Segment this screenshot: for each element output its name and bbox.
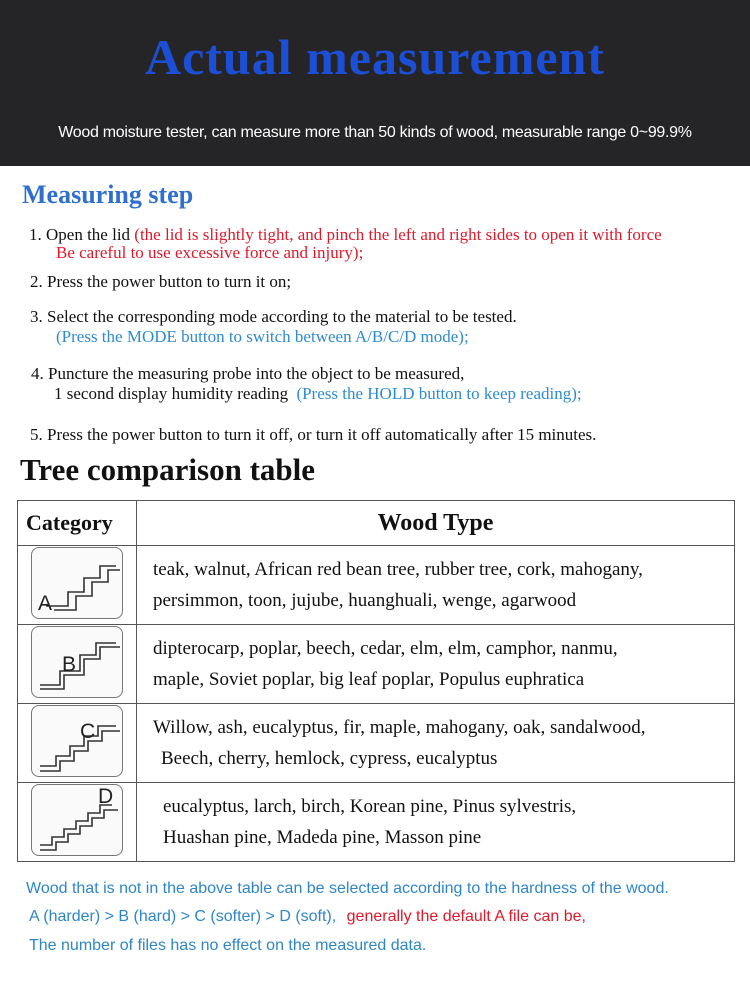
table-row xyxy=(18,546,735,625)
wood-line-2: Huashan pine, Madeda pine, Masson pine xyxy=(163,827,482,848)
table-header-row xyxy=(18,501,735,546)
wood-line-1: dipterocarp, poplar, beech, cedar, elm, elm, camphor, nanmu, xyxy=(153,638,618,659)
wood-cell xyxy=(137,704,735,783)
step-2: 2. Press the power button to turn it on; xyxy=(30,272,292,291)
category-cell xyxy=(18,783,137,862)
step-3-note: (Press the MODE button to switch between A/B/C/D mode); xyxy=(56,327,469,346)
wood-line-2: Beech, cherry, hemlock, cypress, eucalyptus xyxy=(161,748,498,769)
step-1 xyxy=(29,225,662,245)
category-cell xyxy=(18,625,137,704)
wood-cell xyxy=(137,546,735,625)
footer-default-note: generally the default A file can be, xyxy=(346,908,586,925)
footer-hardness-order: A (harder) > B (hard) > C (softer) > D (soft), xyxy=(29,908,337,925)
tree-comparison-table xyxy=(17,500,735,862)
footer-note-3: The number of files has no effect on the measured data. xyxy=(29,937,427,954)
wood-line-1: Willow, ash, eucalyptus, fir, maple, mahogany, oak, sandalwood, xyxy=(153,717,646,738)
step-4-sub xyxy=(54,384,582,404)
step-1-warning-2: Be careful to use excessive force and injury); xyxy=(56,243,364,262)
wood-line-1: teak, walnut, African red bean tree, rubber tree, cork, mahogany, xyxy=(153,559,643,580)
wood-cell xyxy=(137,625,735,704)
header-banner xyxy=(0,0,750,166)
category-letter: B xyxy=(62,652,77,676)
stairs-b-icon xyxy=(31,626,123,698)
header-category: Category xyxy=(18,501,137,546)
page-title: Actual measurement xyxy=(144,29,606,85)
step-4: 4. Puncture the measuring probe into the object to be measured, xyxy=(31,364,465,383)
table-row xyxy=(18,625,735,704)
wood-line-2: persimmon, toon, jujube, huanghuali, wenge, agarwood xyxy=(153,590,577,611)
step-1-text: 1. Open the lid xyxy=(29,225,131,244)
step-1-warning: (the lid is slightly tight, and pinch the left and right sides to open it with force xyxy=(134,225,662,244)
category-letter: C xyxy=(80,719,96,743)
wood-line-1: eucalyptus, larch, birch, Korean pine, Pinus sylvestris, xyxy=(163,796,577,817)
category-cell xyxy=(18,704,137,783)
measuring-step-heading: Measuring step xyxy=(22,180,194,209)
page-subtitle: Wood moisture tester, can measure more than 50 kinds of wood, measurable range 0~99.9% xyxy=(58,124,692,141)
tree-table-heading: Tree comparison table xyxy=(20,452,316,487)
footer-note-1: Wood that is not in the above table can be selected according to the hardness of the wood. xyxy=(26,880,669,897)
table-row xyxy=(18,783,735,862)
table-row xyxy=(18,704,735,783)
step-4-sub-text: 1 second display humidity reading xyxy=(54,384,289,403)
step-5: 5. Press the power button to turn it off, or turn it off automatically after 15 minutes. xyxy=(30,425,597,444)
stairs-a-icon xyxy=(31,547,123,619)
header-wood-type: Wood Type xyxy=(137,501,735,546)
category-letter: A xyxy=(38,591,53,615)
category-cell xyxy=(18,546,137,625)
footer-note-2 xyxy=(29,908,586,926)
category-letter: D xyxy=(98,784,114,808)
step-4-note: (Press the HOLD button to keep reading); xyxy=(296,384,582,403)
step-3: 3. Select the corresponding mode according to the material to be tested. xyxy=(30,307,517,326)
wood-cell xyxy=(137,783,735,862)
wood-line-2: maple, Soviet poplar, big leaf poplar, Populus euphratica xyxy=(153,669,585,690)
stairs-c-icon xyxy=(31,705,123,777)
stairs-d-icon xyxy=(31,784,123,856)
